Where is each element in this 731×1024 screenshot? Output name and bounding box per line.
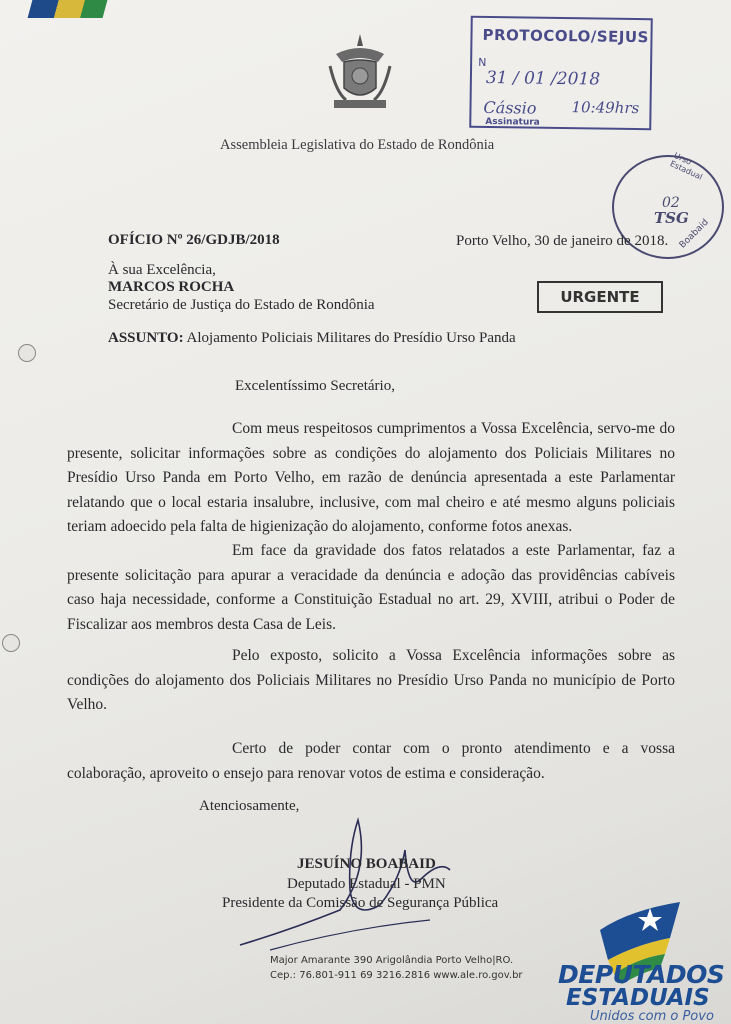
logo-line3: Unidos com o Povo [590, 1009, 714, 1024]
assembly-name: Assembleia Legislativa do Estado de Rondônia [220, 137, 495, 153]
letter-reference: OFÍCIO Nº 26/GDJB/2018 [108, 232, 280, 248]
place-date: Porto Velho, 30 de janeiro de 2018. [456, 233, 669, 249]
flag-corner-icon [28, 0, 108, 18]
protocol-stamp [469, 16, 653, 131]
body-paragraph-3: Pelo exposto, solicito a Vossa Excelência informações sobre as condições do alojamento dos Policiais Militares no Presídio Urso Panda no município de Porto Velho. [67, 647, 675, 713]
body-paragraph-2: Em face da gravidade dos fatos relatados a este Parlamentar, faz a presente solicitação para apurar a veracidade da denúncia e adoção das providências cabíveis caso haja necessidade, conforme a Constituição Estadual no art. 29, XVIII, atribui o Poder de Fiscalizar aos membros desta Casa de Leis. [67, 542, 675, 633]
round-stamp-ring-top: Urso Estadual [668, 150, 704, 182]
round-stamp-ring-bottom: Boabaid [677, 217, 711, 251]
punch-hole [18, 344, 36, 362]
protocol-time: 10:49hrs [571, 98, 640, 118]
logo-line2: ESTADUAIS [566, 985, 710, 1011]
signer-name: JESUÍNO BOABAID [297, 856, 436, 872]
footer-address-line1: Major Amarante 390 Arigolândia Porto Velho|RO. [270, 955, 514, 966]
recipient-name: MARCOS ROCHA [108, 279, 235, 295]
body-paragraph-4: Certo de poder contar com o pronto atendimento e a vossa colaboração, aproveito o ensejo para renovar votos de estima e consideração. [67, 740, 675, 782]
deputados-estaduais-logo [550, 890, 731, 1024]
protocol-number-label: N [478, 55, 487, 69]
signer-position: Presidente da Comissão de Segurança Pública [222, 895, 499, 911]
signer-role: Deputado Estadual - PMN [287, 876, 446, 892]
punch-hole [2, 634, 20, 652]
recipient-title: Secretário de Justiça do Estado de Rondônia [108, 297, 375, 313]
subject-label: ASSUNTO: [108, 330, 184, 346]
coat-of-arms-icon [326, 32, 394, 112]
protocol-signature-label: Assinatura [485, 116, 540, 128]
subject-text: Alojamento Policiais Militares do Presídio Urso Panda [186, 330, 516, 346]
protocol-date: 31 / 01 /2018 [485, 67, 601, 90]
round-stamp-line1: 02 [662, 195, 680, 211]
greeting: Excelentíssimo Secretário, [235, 378, 395, 394]
logo-line1: DEPUTADOS [558, 960, 725, 989]
protocol-stamp-title: PROTOCOLO/SEJUS [482, 25, 650, 47]
urgent-badge: URGENTE [537, 281, 663, 313]
subject-line [108, 330, 516, 347]
footer-address [270, 953, 523, 983]
round-stamp-line2: TSG [654, 209, 689, 227]
body-paragraph-1: Com meus respeitosos cumprimentos a Vossa Excelência, servo-me do presente, solicitar informações sobre as condições do alojamento dos Policiais Militares no Presídio Urso Panda em Porto Velho, em razão de denúncia apresentada a este Parlamentar relatando que o local estaria insalubre, inclusive, com mal cheiro e até mesmo alguns policiais teriam adoecido pela falta de higienização do alojamento, conforme fotos anexas. [67, 420, 675, 535]
footer-address-line2: Cep.: 76.801-911 69 3216.2816 www.ale.ro.gov.br [270, 970, 523, 981]
protocol-signature: Cássio [483, 97, 537, 118]
recipient-salutation: À sua Excelência, [108, 262, 216, 278]
closing: Atenciosamente, [199, 798, 300, 814]
